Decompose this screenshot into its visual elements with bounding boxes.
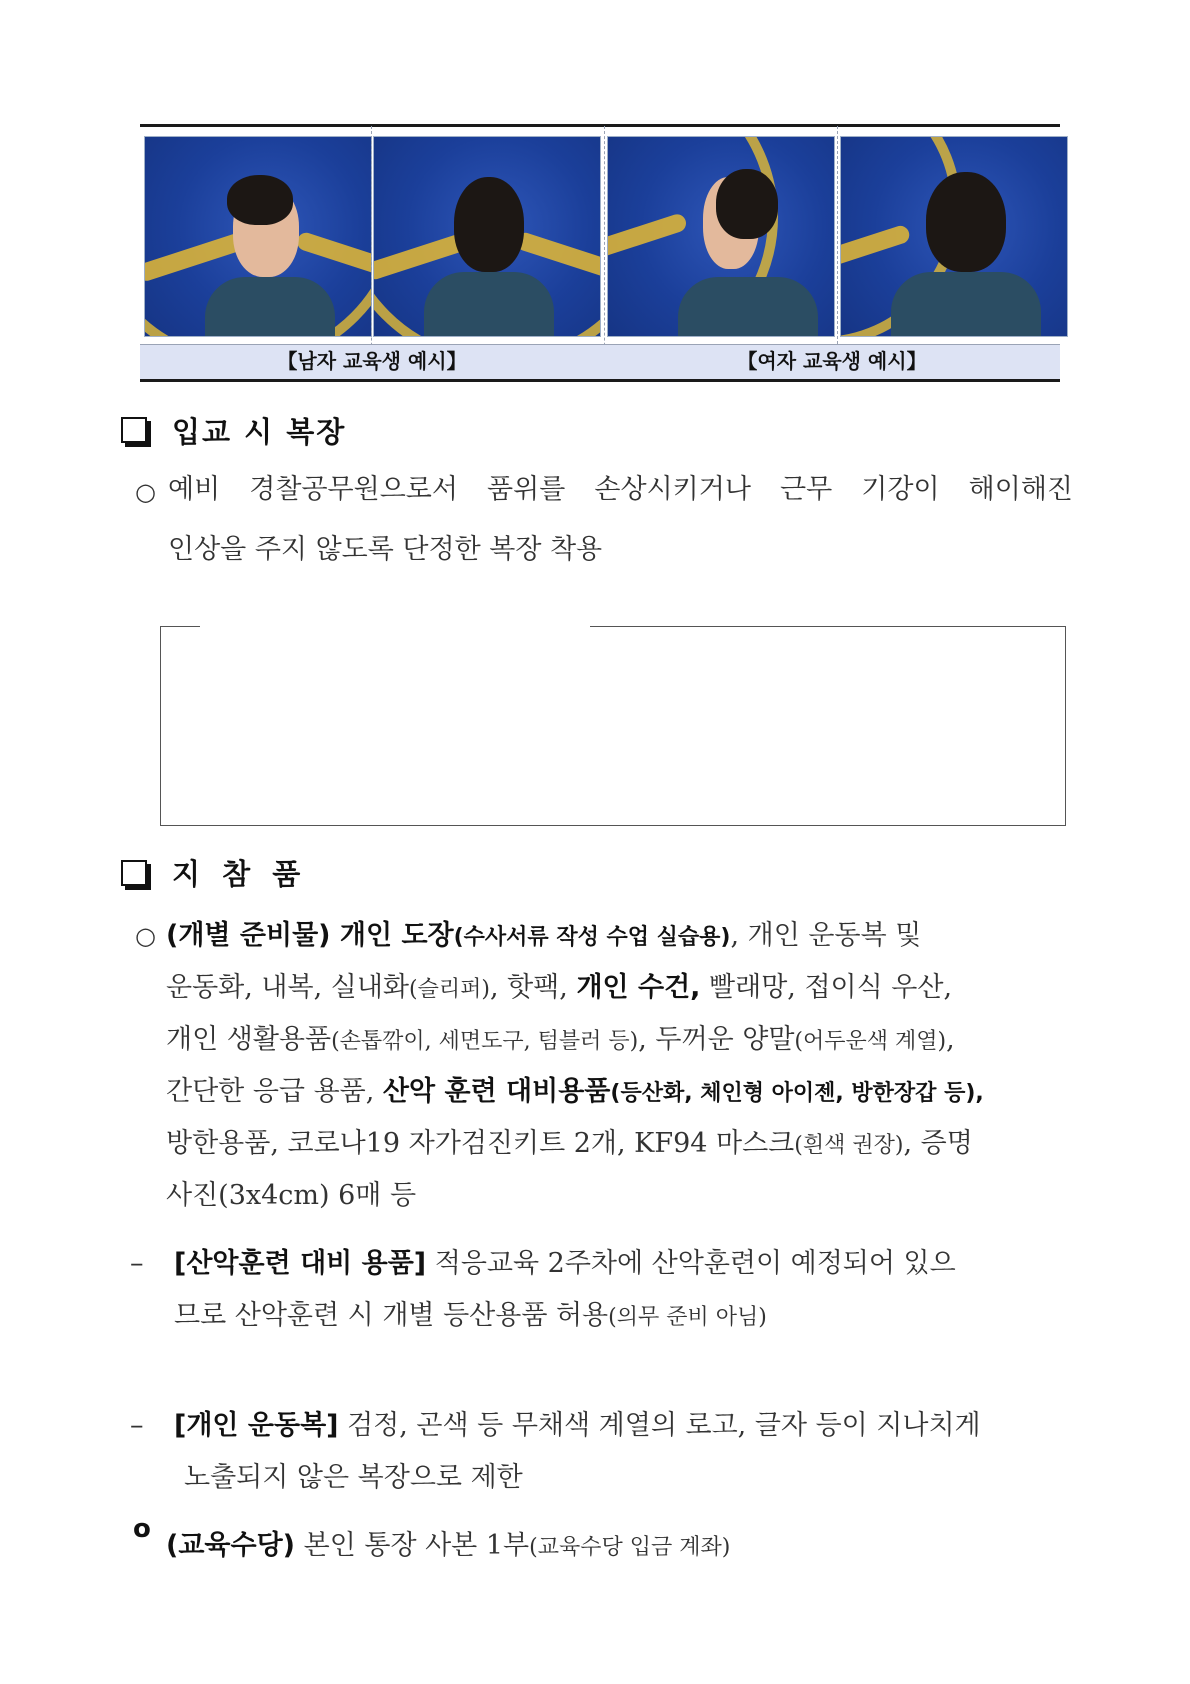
attire-text-line-1 (168, 464, 1073, 516)
items-text: 간단한 응급 용품, (166, 1076, 375, 1107)
caption-male: 【남자 교육생 예시】 (277, 349, 467, 373)
items-text: 개인 생활용품 (166, 1024, 332, 1055)
items-text: , 증명 (903, 1128, 973, 1159)
items-text: 운동화, 내복, 실내화 (166, 972, 409, 1003)
table-bottom-rule (140, 379, 1060, 382)
circle-bullet-icon: ○ (135, 922, 156, 950)
mountain-text: 적응교육 2주차에 산악훈련이 예정되어 있으 (434, 1248, 956, 1279)
items-text: , 개인 운동복 및 (730, 920, 922, 951)
photo-divider (604, 126, 605, 381)
items-bold: 개인 수건, (576, 972, 701, 1003)
square-bullet-icon (121, 860, 147, 886)
photo-divider (837, 126, 838, 344)
male-back-photo (373, 136, 601, 337)
dash-bullet-icon: – (130, 1410, 144, 1441)
stamp-note: (수사서류 작성 수업 실습용) (453, 925, 731, 950)
attire-word: 품위를 (487, 474, 566, 505)
items-text: , 핫팩, (489, 972, 568, 1003)
items-line-6: 사진(3x4cm) 6매 등 (166, 1180, 417, 1211)
photo-divider (371, 126, 372, 381)
allowance-note: (교육수당 입금 계좌) (529, 1535, 731, 1560)
label-mountain-gear: [산악훈련 대비 용품] (174, 1248, 427, 1279)
items-text: 빨래망, 접이식 우산, (709, 972, 953, 1003)
items-text: , 두꺼운 양말 (638, 1024, 795, 1055)
items-line-1 (166, 910, 921, 964)
label-allowance: (교육수당) (166, 1530, 296, 1561)
items-line-3 (166, 1014, 955, 1068)
items-note: (슬리퍼) (409, 977, 490, 1002)
blank-box (160, 626, 1066, 826)
circle-bullet-icon: o (133, 1514, 151, 1544)
items-bold: 산악 훈련 대비용품 (382, 1076, 611, 1107)
items-line-5 (166, 1118, 973, 1172)
sportswear-line-2: 노출되지 않은 복장으로 제한 (184, 1462, 523, 1493)
items-line-4 (166, 1066, 984, 1120)
attire-word: 손상시키거나 (594, 474, 751, 505)
allowance-text: 본인 통장 사본 1부 (303, 1530, 530, 1561)
attire-word: 해이해진 (968, 474, 1073, 505)
circle-bullet-icon: ○ (135, 478, 156, 506)
sportswear-text: 검정, 곤색 등 무채색 계열의 로고, 글자 등이 지나치게 (347, 1410, 981, 1441)
attire-text-line-2: 인상을 주지 않도록 단정한 복장 착용 (168, 534, 603, 565)
attire-word: 근무 (780, 474, 833, 505)
section-heading-items: 지 참 품 (172, 857, 307, 891)
dash-bullet-icon: – (130, 1248, 144, 1279)
female-back-photo (840, 136, 1068, 337)
male-side-photo (144, 136, 372, 337)
items-note: (손톱깎이, 세면도구, 텀블러 등) (331, 1029, 639, 1054)
table-top-rule (140, 124, 1060, 127)
items-text: 방한용품, 코로나19 자가검진키트 2개, KF94 마스크 (166, 1128, 795, 1159)
items-note: (어두운색 계열) (794, 1029, 947, 1054)
items-text: , (946, 1024, 955, 1055)
sportswear-line-1 (174, 1400, 981, 1452)
mountain-text: 므로 산악훈련 시 개별 등산용품 허용 (174, 1300, 609, 1331)
square-bullet-icon (121, 417, 147, 443)
mountain-line-1 (174, 1238, 956, 1290)
label-items-prepare: (개별 준비물) 개인 도장 (166, 920, 454, 951)
female-side-photo (607, 136, 835, 337)
label-sportswear: [개인 운동복] (174, 1410, 339, 1441)
allowance-line (166, 1520, 730, 1574)
items-line-2 (166, 962, 952, 1016)
section-heading-attire: 입교 시 복장 (172, 415, 347, 449)
attire-word: 경찰공무원으로서 (249, 474, 458, 505)
attire-word: 기강이 (861, 474, 940, 505)
items-note: (흰색 권장) (794, 1133, 904, 1158)
caption-female: 【여자 교육생 예시】 (737, 349, 927, 373)
blank-box-gap (200, 622, 590, 630)
items-bold-note: (등산화, 체인형 아이젠, 방한장갑 등), (610, 1081, 984, 1106)
mountain-line-2 (174, 1290, 767, 1344)
attire-word: 예비 (168, 474, 221, 505)
mountain-note: (의무 준비 아님) (608, 1305, 767, 1330)
